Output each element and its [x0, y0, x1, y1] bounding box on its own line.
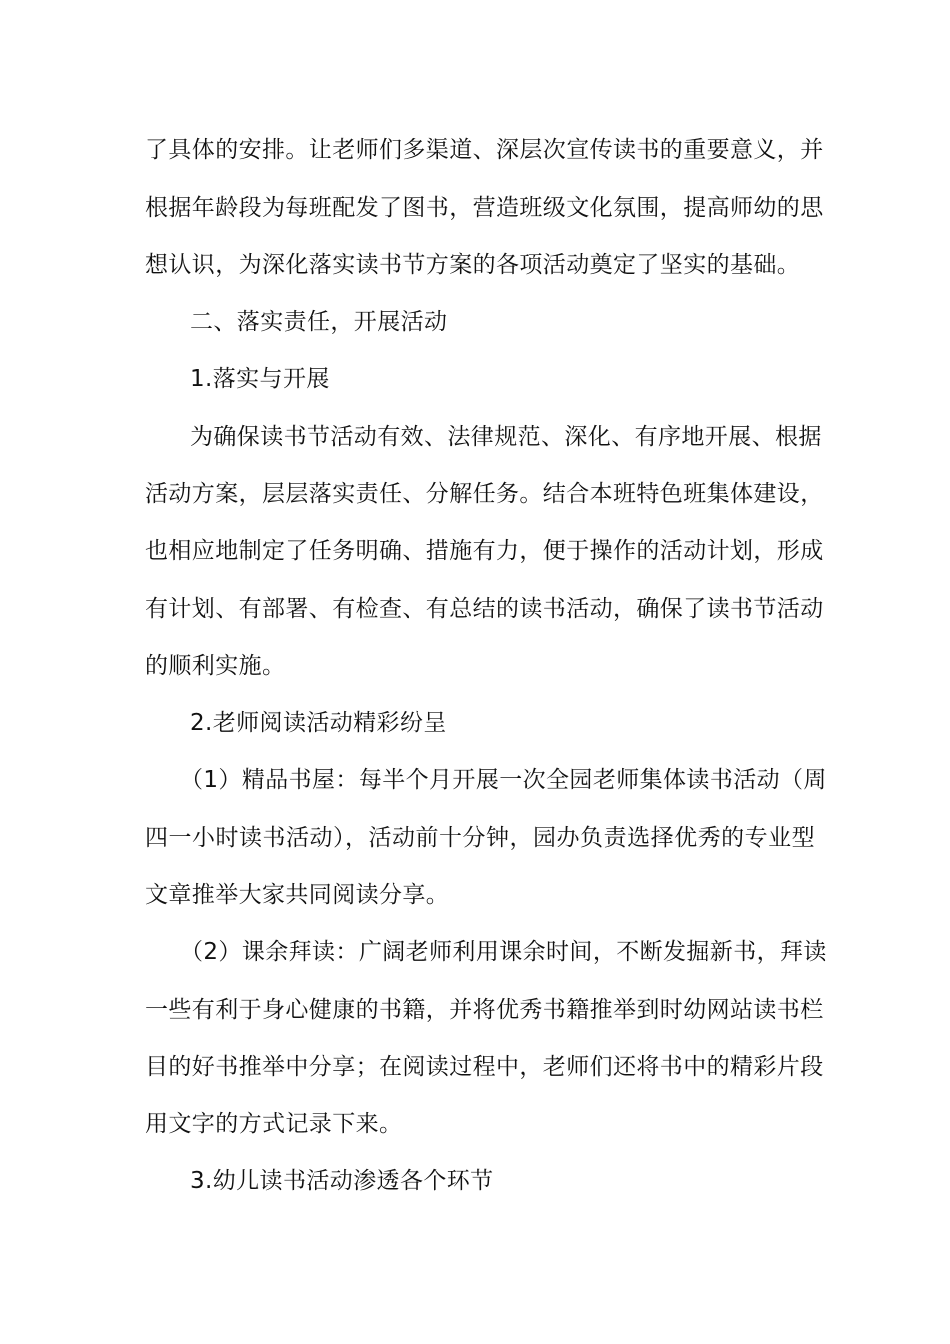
- paragraph-line: 想认识，为深化落实读书节方案的各项活动奠定了坚实的基础。: [145, 252, 801, 278]
- paragraph-line: 一些有利于身心健康的书籍，并将优秀书籍推举到时幼网站读书栏: [145, 997, 824, 1023]
- paragraph-line: （1）精品书屋：每半个月开展一次全园老师集体读书活动（周: [180, 767, 827, 793]
- paragraph-line: 根据年龄段为每班配发了图书，营造班级文化氛围，提高师幼的思: [145, 195, 824, 221]
- paragraph-line: 四一小时读书活动），活动前十分钟，园办负责选择优秀的专业型: [145, 825, 815, 851]
- paragraph-line: 也相应地制定了任务明确、措施有力，便于操作的活动计划，形成: [145, 538, 824, 564]
- paragraph-line: 为确保读书节活动有效、法律规范、深化、有序地开展、根据: [190, 424, 822, 450]
- paragraph-line: 目的好书推举中分享；在阅读过程中，老师们还将书中的精彩片段: [145, 1054, 824, 1080]
- paragraph-line: 有计划、有部署、有检查、有总结的读书活动，确保了读书节活动: [145, 596, 824, 622]
- paragraph-line: （2）课余拜读：广阔老师利用课余时间，不断发掘新书，拜读: [180, 939, 827, 965]
- subsection-heading: 2.老师阅读活动精彩纷呈: [190, 710, 447, 736]
- subsection-heading: 1.落实与开展: [190, 366, 330, 392]
- paragraph-line: 的顺利实施。: [145, 653, 286, 679]
- subsection-heading: 3.幼儿读书活动渗透各个环节: [190, 1168, 494, 1194]
- paragraph-line: 文章推举大家共同阅读分享。: [145, 882, 450, 908]
- section-heading: 二、落实责任，开展活动: [190, 309, 448, 335]
- paragraph-line: 活动方案，层层落实责任、分解任务。结合本班特色班集体建设，: [145, 481, 824, 507]
- paragraph-line: 了具体的安排。让老师们多渠道、深层次宣传读书的重要意义，并: [145, 137, 824, 163]
- paragraph-line: 用文字的方式记录下来。: [145, 1111, 403, 1137]
